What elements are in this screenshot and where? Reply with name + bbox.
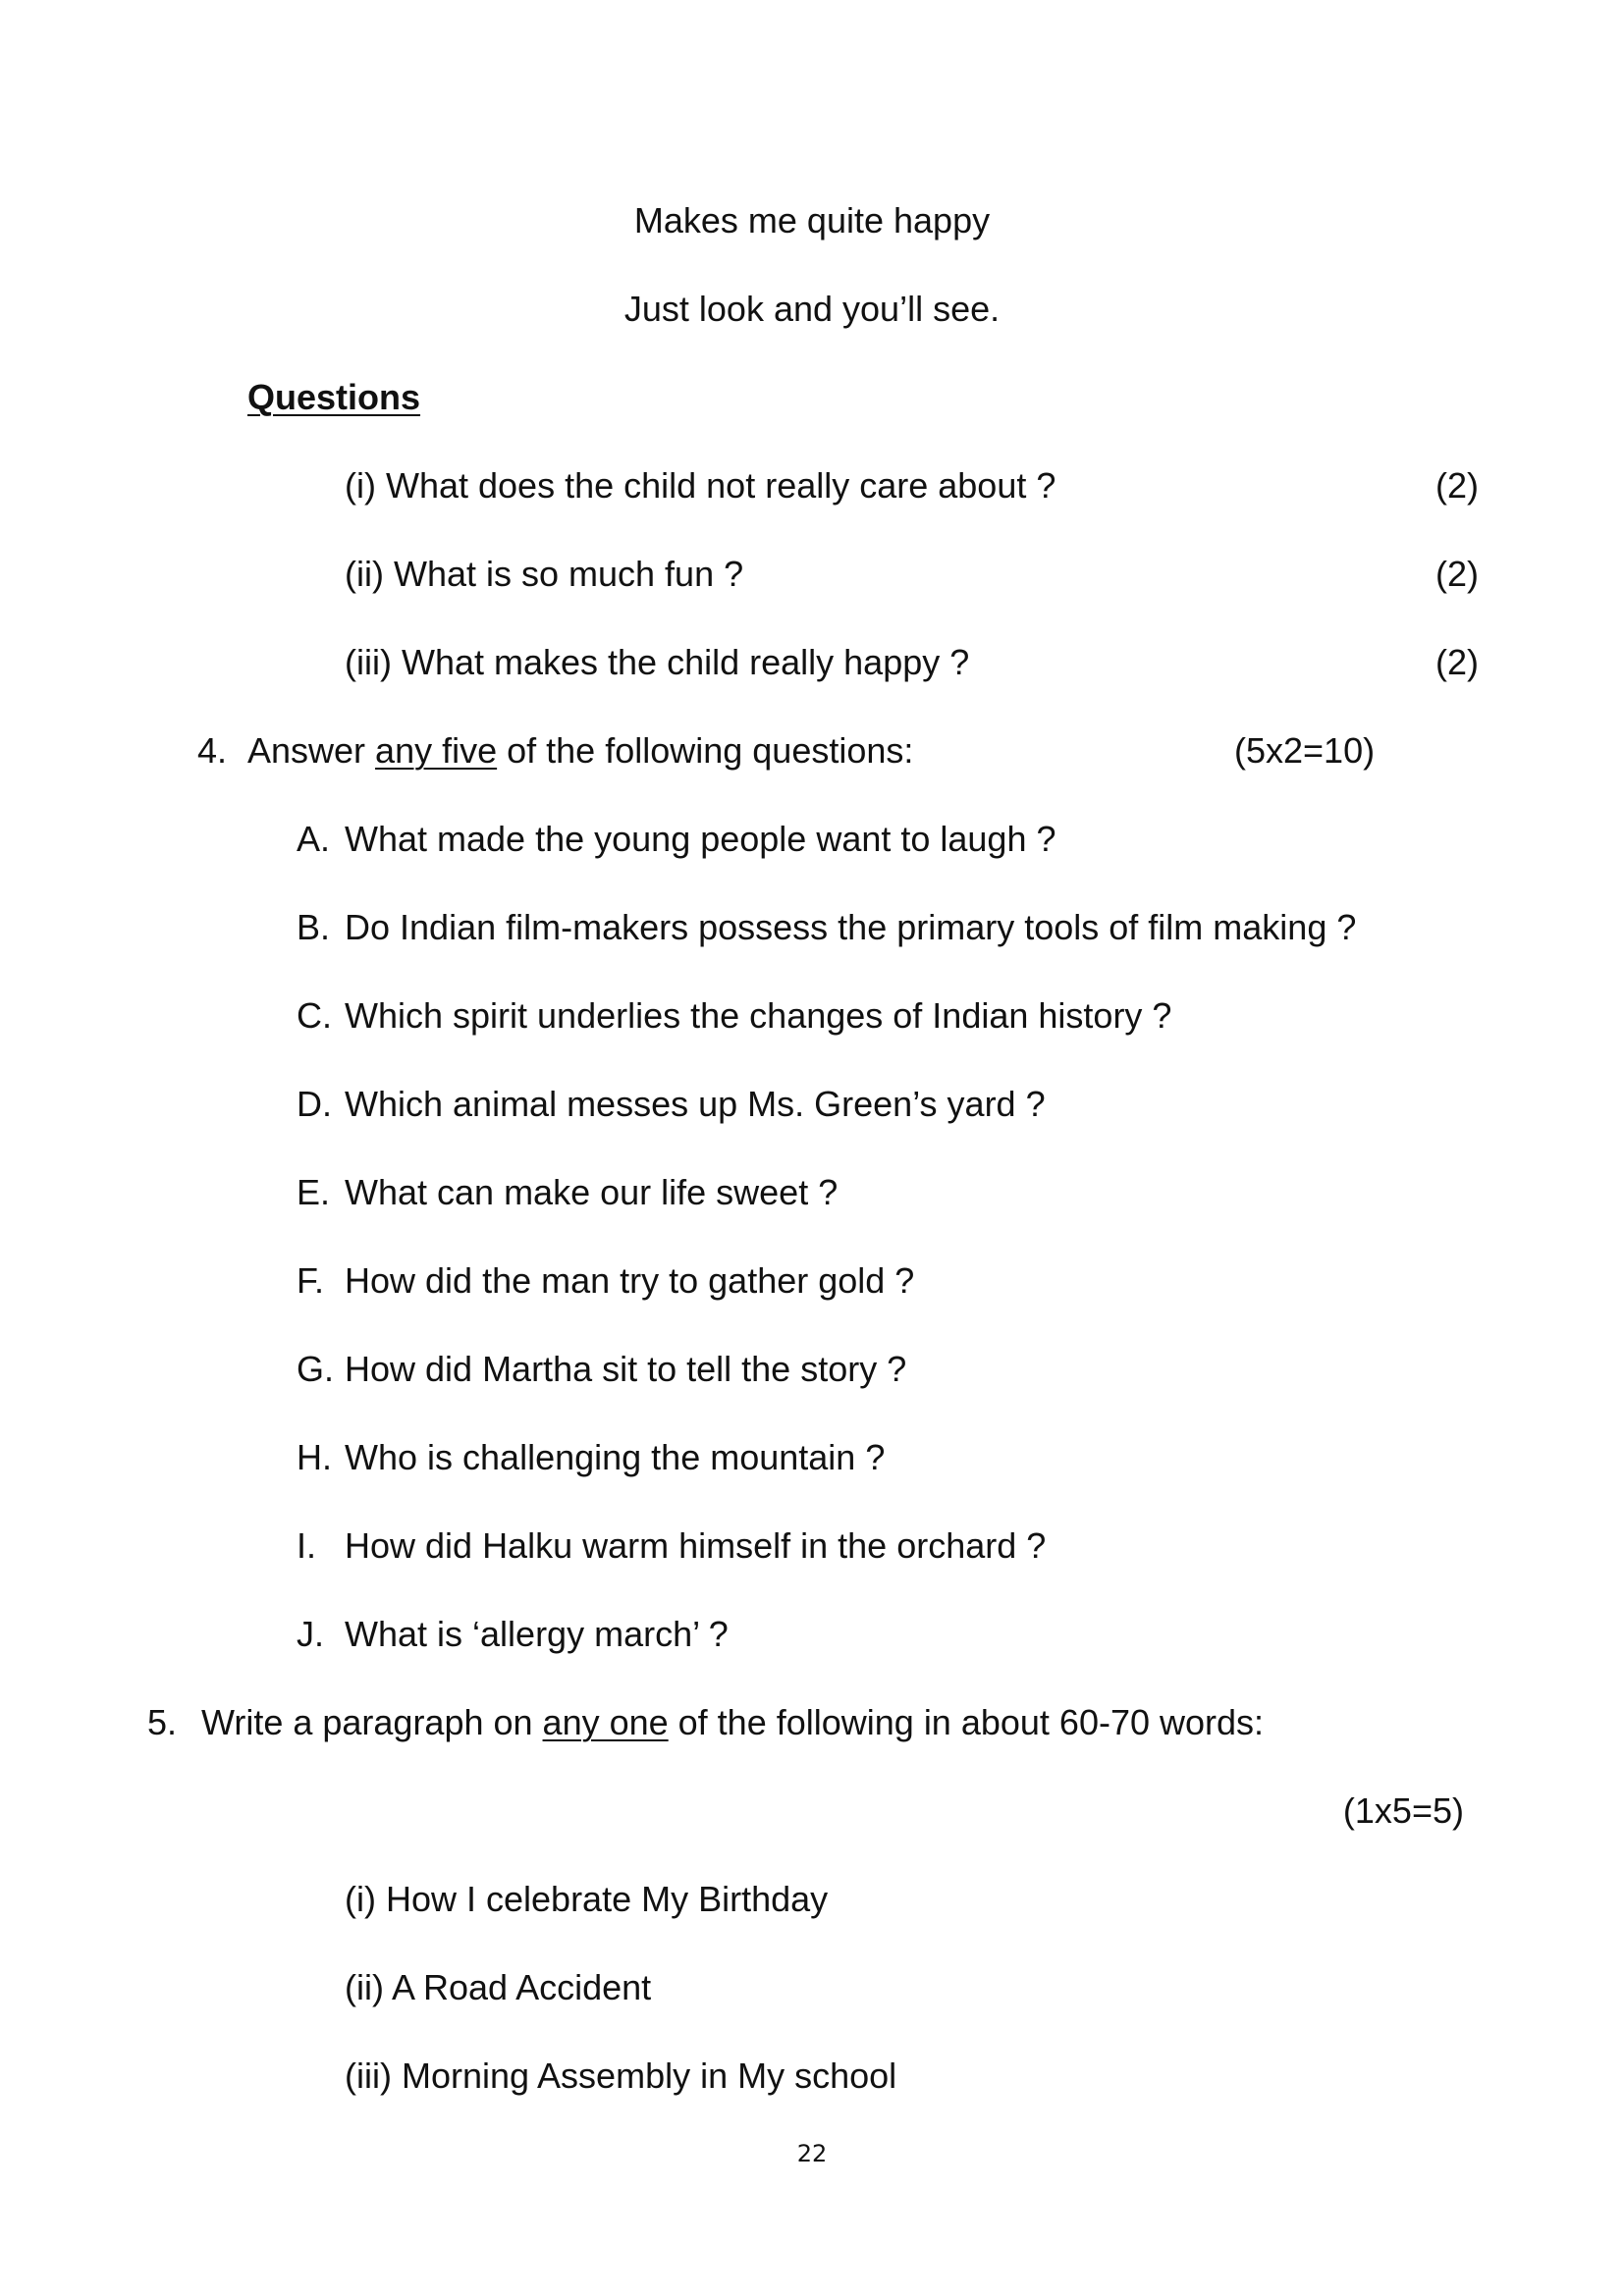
question-text: (i) What does the child not really care about ? (345, 465, 1056, 506)
item-text: How did the man try to gather gold ? (345, 1260, 915, 1301)
item-text: How did Halku warm himself in the orchard ? (345, 1525, 1047, 1566)
instruction-text: Answer (247, 730, 376, 771)
item-text: Do Indian film-makers possess the primary tools of film making ? (345, 907, 1357, 947)
question-marks: (2) (1435, 642, 1479, 682)
item-letter: E. (297, 1172, 331, 1212)
question-marks: (5x2=10) (1234, 730, 1376, 771)
item-text: Which spirit underlies the changes of Indian history ? (345, 995, 1172, 1036)
instruction-text: Write a paragraph on (201, 1702, 543, 1742)
item-letter: A. (297, 819, 331, 859)
question-marks: (2) (1435, 554, 1479, 594)
item-letter: D. (297, 1084, 332, 1124)
item-text: Which animal messes up Ms. Green’s yard ? (345, 1084, 1046, 1124)
question-marks: (1x5=5) (1342, 1790, 1464, 1831)
item-letter: F. (297, 1260, 325, 1301)
question-number: 4. (197, 730, 228, 771)
question-instruction (247, 729, 913, 773)
item-text: What is ‘allergy march’ ? (345, 1614, 729, 1654)
topic-item: (ii) A Road Accident (345, 1967, 652, 2007)
item-letter: G. (297, 1349, 335, 1389)
item-text: What made the young people want to laugh ? (345, 819, 1056, 859)
topic-item: (i) How I celebrate My Birthday (345, 1879, 829, 1919)
item-letter: J. (297, 1614, 325, 1654)
question-marks: (2) (1435, 465, 1479, 506)
item-text: How did Martha sit to tell the story ? (345, 1349, 907, 1389)
item-letter: B. (297, 907, 331, 947)
instruction-text: of the following questions: (497, 730, 914, 771)
question-text: (ii) What is so much fun ? (345, 554, 744, 594)
instruction-text: of the following in about 60-70 words: (668, 1702, 1265, 1742)
instruction-emphasis: any five (375, 730, 498, 771)
poem-line: Makes me quite happy (633, 200, 991, 240)
item-letter: I. (297, 1525, 317, 1566)
item-letter: H. (297, 1437, 332, 1477)
item-letter: C. (297, 995, 332, 1036)
instruction-emphasis: any one (542, 1702, 669, 1742)
item-text: Who is challenging the mountain ? (345, 1437, 886, 1477)
questions-heading: Questions (247, 377, 421, 417)
item-text: What can make our life sweet ? (345, 1172, 839, 1212)
question-instruction (201, 1701, 1264, 1744)
poem-line: Just look and you’ll see. (623, 289, 1001, 329)
topic-item: (iii) Morning Assembly in My school (345, 2056, 897, 2096)
page-number: 22 (796, 2140, 828, 2167)
question-text: (iii) What makes the child really happy ? (345, 642, 970, 682)
question-number: 5. (147, 1702, 178, 1742)
